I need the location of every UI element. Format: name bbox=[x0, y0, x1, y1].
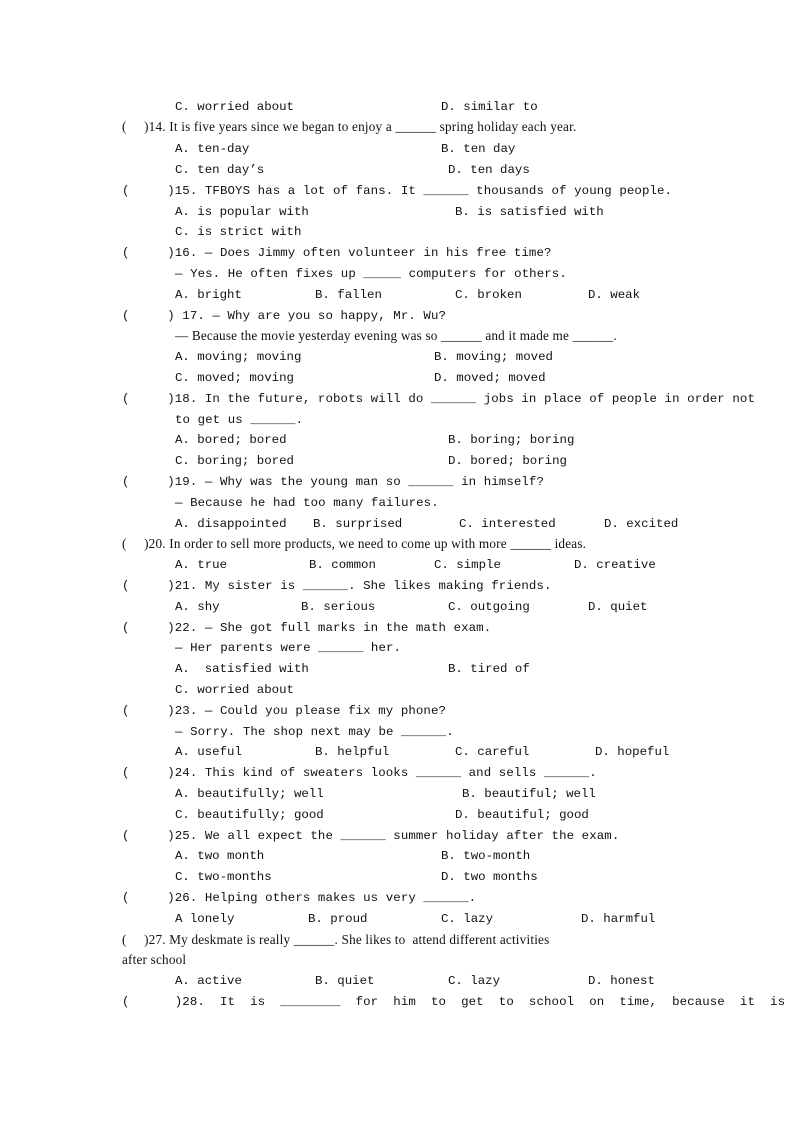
dialogue-line: — Because the movie yesterday evening was so ______ and it made me ______. bbox=[175, 328, 617, 343]
option-c: C. broken bbox=[455, 288, 522, 302]
question-continuation: after school bbox=[122, 952, 187, 967]
option-d: D. two months bbox=[441, 870, 538, 884]
question-24: ( )24. This kind of sweaters looks ______ and sells ______. bbox=[122, 766, 597, 780]
question-21: ( )21. My sister is ______. She likes making friends. bbox=[122, 579, 552, 593]
option-b: B. quiet bbox=[315, 974, 375, 988]
question-16: ( )16. — Does Jimmy often volunteer in his free time? bbox=[122, 246, 552, 260]
dialogue-line: — Yes. He often fixes up _____ computers for others. bbox=[175, 267, 567, 281]
option-c: C. simple bbox=[434, 558, 501, 572]
option-b: B. boring; boring bbox=[448, 433, 575, 447]
dialogue-line: — Sorry. The shop next may be ______. bbox=[175, 725, 454, 739]
option-b: B. fallen bbox=[315, 288, 382, 302]
option-d: D. moved; moved bbox=[434, 371, 546, 385]
option-c: C. lazy bbox=[448, 974, 501, 988]
question-15: ( )15. TFBOYS has a lot of fans. It ______ thousands of young people. bbox=[122, 184, 673, 198]
question-17: ( ) 17. — Why are you so happy, Mr. Wu? bbox=[122, 309, 447, 323]
option-a: A. is popular with bbox=[175, 205, 309, 219]
option-c: C. careful bbox=[455, 745, 530, 759]
question-27: ( )27. My deskmate is really ______. She likes to attend different activities bbox=[122, 932, 550, 947]
option-a: A. true bbox=[175, 558, 228, 572]
option-b: B. two-month bbox=[441, 849, 531, 863]
option-a: A. disappointed bbox=[175, 517, 287, 531]
option-c: C. two-months bbox=[175, 870, 272, 884]
option-c: C. lazy bbox=[441, 912, 494, 926]
option-d: D. honest bbox=[588, 974, 655, 988]
option-b: B. serious bbox=[301, 600, 376, 614]
option-a: A. active bbox=[175, 974, 242, 988]
option-a: A lonely bbox=[175, 912, 235, 926]
option-a: A. ten-day bbox=[175, 142, 250, 156]
dialogue-line: — Her parents were ______ her. bbox=[175, 641, 402, 655]
option-c: C. worried about bbox=[175, 683, 294, 697]
question-23: ( )23. — Could you please fix my phone? bbox=[122, 704, 447, 718]
question-28: ( )28. It is ________ for him to get to school on time, because it is bbox=[122, 995, 786, 1009]
question-20: ( )20. In order to sell more products, we need to come up with more ______ ideas. bbox=[122, 536, 587, 551]
option-b: B. tired of bbox=[448, 662, 530, 676]
option-b: B. common bbox=[309, 558, 376, 572]
option-c: C. is strict with bbox=[175, 225, 302, 239]
option-a: A. useful bbox=[175, 745, 242, 759]
option-c: C. interested bbox=[459, 517, 556, 531]
question-14: ( )14. It is five years since we began to enjoy a ______ spring holiday each year. bbox=[122, 119, 577, 134]
option-d: D. ten days bbox=[448, 163, 530, 177]
option-d: D. hopeful bbox=[595, 745, 670, 759]
option-c: C. beautifully; good bbox=[175, 808, 324, 822]
option-c: C. outgoing bbox=[448, 600, 530, 614]
question-continuation: to get us ______. bbox=[175, 413, 304, 427]
option-a: A. moving; moving bbox=[175, 350, 302, 364]
option-b: B. surprised bbox=[313, 517, 403, 531]
option-a: A. two month bbox=[175, 849, 265, 863]
option-b: B. moving; moved bbox=[434, 350, 553, 364]
question-18: ( )18. In the future, robots will do ______ jobs in place of people in order not bbox=[122, 392, 755, 406]
option-a: A. bored; bored bbox=[175, 433, 287, 447]
question-25: ( )25. We all expect the ______ summer holiday after the exam. bbox=[122, 829, 620, 843]
option-d: D. quiet bbox=[588, 600, 648, 614]
dialogue-line: — Because he had too many failures. bbox=[175, 496, 439, 510]
question-26: ( )26. Helping others makes us very ______. bbox=[122, 891, 477, 905]
question-19: ( )19. — Why was the young man so ______ in himself? bbox=[122, 475, 544, 489]
question-22: ( )22. — She got full marks in the math exam. bbox=[122, 621, 492, 635]
option-d: D. excited bbox=[604, 517, 679, 531]
option-c: C. worried about bbox=[175, 100, 294, 114]
option-c: C. moved; moving bbox=[175, 371, 294, 385]
option-a: A. satisfied with bbox=[175, 662, 309, 676]
option-a: A. beautifully; well bbox=[175, 787, 324, 801]
option-d: D. creative bbox=[574, 558, 656, 572]
option-c: C. boring; bored bbox=[175, 454, 294, 468]
option-a: A. shy bbox=[175, 600, 220, 614]
option-d: D. harmful bbox=[581, 912, 656, 926]
option-d: D. weak bbox=[588, 288, 641, 302]
option-b: B. is satisfied with bbox=[455, 205, 604, 219]
option-b: B. beautiful; well bbox=[462, 787, 596, 801]
option-b: B. helpful bbox=[315, 745, 390, 759]
option-b: B. proud bbox=[308, 912, 368, 926]
option-d: D. beautiful; good bbox=[455, 808, 589, 822]
option-c: C. ten day’s bbox=[175, 163, 265, 177]
option-d: D. similar to bbox=[441, 100, 538, 114]
option-d: D. bored; boring bbox=[448, 454, 567, 468]
option-b: B. ten day bbox=[441, 142, 516, 156]
option-a: A. bright bbox=[175, 288, 242, 302]
